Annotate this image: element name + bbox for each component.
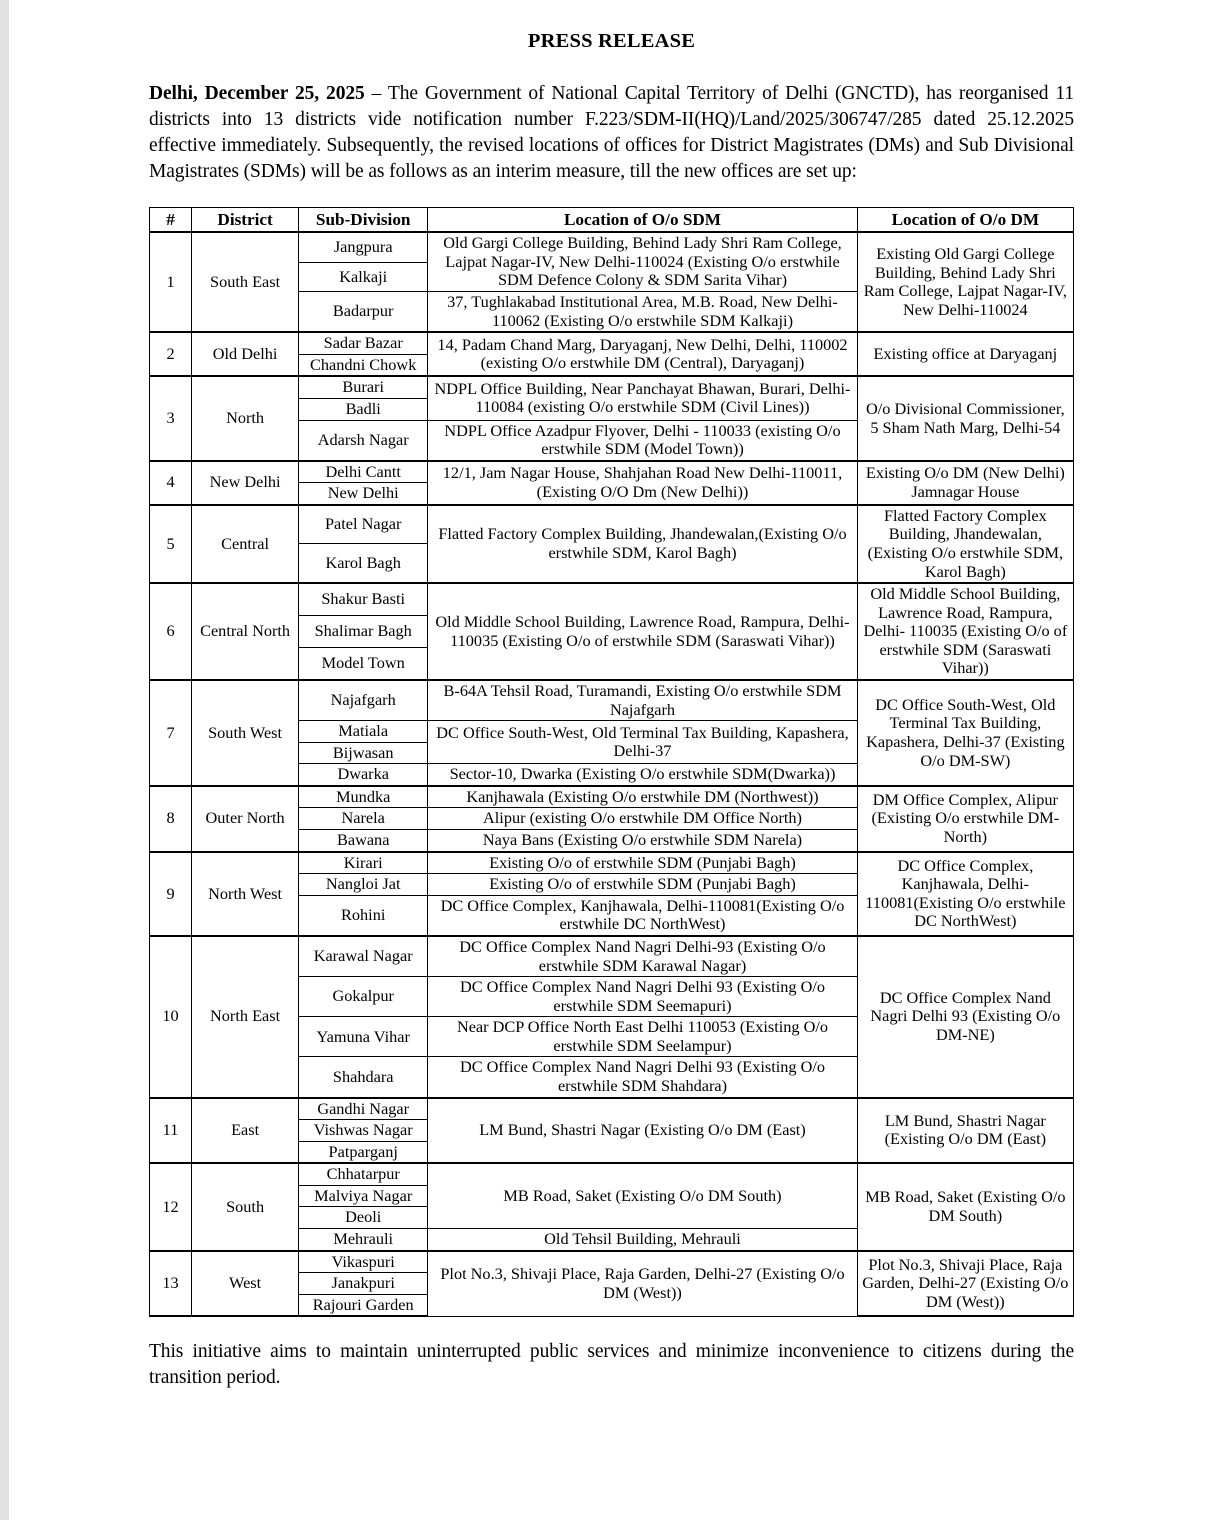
cell-subdivision-name: Vishwas Nagar	[299, 1120, 428, 1142]
cell-sdm-office-location: Sector-10, Dwarka (Existing O/o erstwhile SDM(Dwarka))	[428, 764, 857, 786]
cell-serial-number: 7	[150, 680, 192, 786]
cell-subdivision-name: Matiala	[299, 721, 428, 743]
cell-dm-office-location: Existing office at Daryaganj	[857, 332, 1073, 376]
cell-serial-number: 13	[150, 1251, 192, 1317]
cell-subdivision-name: Adarsh Nagar	[299, 420, 428, 461]
cell-dm-office-location: DC Office South-West, Old Terminal Tax Building, Kapashera, Delhi-37 (Existing O/o DM-SW)	[857, 680, 1073, 786]
column-header-district: District	[192, 207, 299, 232]
cell-subdivision-name: Kirari	[299, 852, 428, 874]
cell-subdivision-name: Rohini	[299, 895, 428, 936]
cell-district-name: South	[192, 1163, 299, 1250]
cell-dm-office-location: MB Road, Saket (Existing O/o DM South)	[857, 1163, 1073, 1250]
column-header-sdm-location: Location of O/o SDM	[428, 207, 857, 232]
table-row	[150, 461, 1074, 483]
cell-subdivision-name: New Delhi	[299, 483, 428, 505]
footer-note: This initiative aims to maintain uninterrupted public services and minimize inconvenience to citizens during the transition period.	[149, 1341, 1074, 1389]
cell-subdivision-name: Gandhi Nagar	[299, 1098, 428, 1120]
cell-sdm-office-location: B-64A Tehsil Road, Turamandi, Existing O/o erstwhile SDM Najafgarh	[428, 680, 857, 721]
cell-subdivision-name: Narela	[299, 808, 428, 830]
cell-subdivision-name: Rajouri Garden	[299, 1294, 428, 1316]
cell-subdivision-name: Malviya Nagar	[299, 1185, 428, 1207]
cell-subdivision-name: Gokalpur	[299, 977, 428, 1017]
cell-subdivision-name: Kalkaji	[299, 262, 428, 291]
cell-sdm-office-location: Naya Bans (Existing O/o erstwhile SDM Narela)	[428, 830, 857, 852]
table-row	[150, 1251, 1074, 1273]
column-header-dm-location: Location of O/o DM	[857, 207, 1073, 232]
cell-district-name: South East	[192, 232, 299, 332]
table-row	[150, 1163, 1074, 1185]
cell-sdm-office-location: Alipur (existing O/o erstwhile DM Office North)	[428, 808, 857, 830]
cell-sdm-office-location: Kanjhawala (Existing O/o erstwhile DM (Northwest))	[428, 786, 857, 808]
cell-sdm-office-location: DC Office Complex Nand Nagri Delhi-93 (Existing O/o erstwhile SDM Karawal Nagar)	[428, 936, 857, 977]
cell-district-name: North West	[192, 852, 299, 936]
lead-paragraph	[149, 81, 1074, 185]
cell-subdivision-name: Bawana	[299, 830, 428, 852]
cell-district-name: New Delhi	[192, 461, 299, 505]
table-row	[150, 583, 1074, 616]
cell-serial-number: 12	[150, 1163, 192, 1250]
table-row	[150, 786, 1074, 808]
cell-dm-office-location: DM Office Complex, Alipur (Existing O/o erstwhile DM-North)	[857, 786, 1073, 852]
cell-serial-number: 10	[150, 936, 192, 1098]
cell-subdivision-name: Shalimar Bagh	[299, 616, 428, 648]
cell-sdm-office-location: DC Office South-West, Old Terminal Tax Building, Kapashera, Delhi-37	[428, 721, 857, 764]
cell-subdivision-name: Nangloi Jat	[299, 874, 428, 896]
cell-subdivision-name: Chandni Chowk	[299, 354, 428, 376]
cell-subdivision-name: Jangpura	[299, 232, 428, 262]
cell-subdivision-name: Badli	[299, 398, 428, 420]
table-row	[150, 232, 1074, 262]
cell-serial-number: 4	[150, 461, 192, 505]
cell-serial-number: 11	[150, 1098, 192, 1164]
cell-subdivision-name: Karawal Nagar	[299, 936, 428, 977]
cell-serial-number: 8	[150, 786, 192, 852]
cell-dm-office-location: Old Middle School Building, Lawrence Road, Rampura, Delhi- 110035 (Existing O/o of erstwhile SDM (Saraswati Vihar))	[857, 583, 1073, 680]
cell-sdm-office-location: 37, Tughlakabad Institutional Area, M.B. Road, New Delhi-110062 (Existing O/o erstwhile SDM Kalkaji)	[428, 292, 857, 333]
cell-subdivision-name: Chhatarpur	[299, 1163, 428, 1185]
cell-sdm-office-location: Flatted Factory Complex Building, Jhandewalan,(Existing O/o erstwhile SDM, Karol Bagh)	[428, 505, 857, 583]
cell-subdivision-name: Bijwasan	[299, 742, 428, 764]
table-row	[150, 680, 1074, 721]
dateline: Delhi, December 25, 2025	[149, 83, 365, 104]
cell-sdm-office-location: Existing O/o of erstwhile SDM (Punjabi Bagh)	[428, 852, 857, 874]
cell-subdivision-name: Burari	[299, 376, 428, 398]
cell-sdm-office-location: MB Road, Saket (Existing O/o DM South)	[428, 1163, 857, 1228]
district-office-table	[149, 207, 1074, 1318]
cell-serial-number: 5	[150, 505, 192, 583]
cell-district-name: North	[192, 376, 299, 460]
cell-district-name: North East	[192, 936, 299, 1098]
cell-district-name: Central North	[192, 583, 299, 680]
table-header	[150, 207, 1074, 232]
document-content	[149, 30, 1074, 1391]
cell-district-name: Outer North	[192, 786, 299, 852]
table-row	[150, 852, 1074, 874]
cell-subdivision-name: Yamuna Vihar	[299, 1017, 428, 1057]
cell-sdm-office-location: 14, Padam Chand Marg, Daryaganj, New Delhi, Delhi, 110002 (existing O/o erstwhile DM (Central), Daryaganj)	[428, 332, 857, 376]
cell-sdm-office-location: Old Tehsil Building, Mehrauli	[428, 1229, 857, 1251]
cell-sdm-office-location: Plot No.3, Shivaji Place, Raja Garden, Delhi-27 (Existing O/o DM (West))	[428, 1251, 857, 1317]
cell-serial-number: 9	[150, 852, 192, 936]
cell-subdivision-name: Shakur Basti	[299, 583, 428, 616]
table-row	[150, 1098, 1074, 1120]
cell-subdivision-name: Mehrauli	[299, 1229, 428, 1251]
cell-dm-office-location: DC Office Complex Nand Nagri Delhi 93 (Existing O/o DM-NE)	[857, 936, 1073, 1098]
column-header-subdivision: Sub-Division	[299, 207, 428, 232]
cell-subdivision-name: Sadar Bazar	[299, 332, 428, 354]
cell-district-name: East	[192, 1098, 299, 1164]
table-row	[150, 332, 1074, 354]
cell-sdm-office-location: Near DCP Office North East Delhi 110053 (Existing O/o erstwhile SDM Seelampur)	[428, 1017, 857, 1057]
cell-dm-office-location: Plot No.3, Shivaji Place, Raja Garden, Delhi-27 (Existing O/o DM (West))	[857, 1251, 1073, 1317]
cell-sdm-office-location: Old Gargi College Building, Behind Lady Shri Ram College, Lajpat Nagar-IV, New Delhi-110024 (Existing O/o erstwhile SDM Defence Colony & SDM Sarita Vihar)	[428, 232, 857, 291]
cell-sdm-office-location: Old Middle School Building, Lawrence Road, Rampura, Delhi- 110035 (Existing O/o of erstwhile SDM (Saraswati Vihar))	[428, 583, 857, 680]
lead-body-text: – The Government of National Capital Territory of Delhi (GNCTD), has reorganised 11 districts into 13 districts vide notification number F.223/SDM-II(HQ)/Land/2025/306747/285 dated 25.12.2025 effective immediately. Subsequently, the revised locations of offices for District Magistrates (DMs) and Sub Divisional Magistrates (SDMs) will be as follows as an interim measure, till the new offices are set up:	[149, 83, 1074, 182]
cell-district-name: Central	[192, 505, 299, 583]
cell-dm-office-location: LM Bund, Shastri Nagar (Existing O/o DM (East)	[857, 1098, 1073, 1164]
cell-subdivision-name: Deoli	[299, 1207, 428, 1229]
page-title: PRESS RELEASE	[527, 30, 696, 52]
cell-subdivision-name: Shahdara	[299, 1057, 428, 1098]
cell-subdivision-name: Patparganj	[299, 1141, 428, 1163]
cell-dm-office-location: O/o Divisional Commissioner, 5 Sham Nath Marg, Delhi-54	[857, 376, 1073, 460]
cell-subdivision-name: Dwarka	[299, 764, 428, 786]
cell-serial-number: 6	[150, 583, 192, 680]
cell-subdivision-name: Janakpuri	[299, 1273, 428, 1295]
cell-sdm-office-location: NDPL Office Azadpur Flyover, Delhi - 110033 (existing O/o erstwhile SDM (Model Town))	[428, 420, 857, 461]
cell-sdm-office-location: 12/1, Jam Nagar House, Shahjahan Road New Delhi-110011, (Existing O/O Dm (New Delhi))	[428, 461, 857, 505]
cell-dm-office-location: Existing Old Gargi College Building, Behind Lady Shri Ram College, Lajpat Nagar-IV, New Delhi-110024	[857, 232, 1073, 332]
cell-subdivision-name: Mundka	[299, 786, 428, 808]
cell-dm-office-location: Flatted Factory Complex Building, Jhandewalan,(Existing O/o erstwhile SDM, Karol Bagh)	[857, 505, 1073, 583]
cell-district-name: South West	[192, 680, 299, 786]
cell-subdivision-name: Delhi Cantt	[299, 461, 428, 483]
table-row	[150, 505, 1074, 544]
column-header-number: #	[150, 207, 192, 232]
table-header-row	[150, 207, 1074, 232]
cell-subdivision-name: Patel Nagar	[299, 505, 428, 544]
cell-serial-number: 1	[150, 232, 192, 332]
cell-subdivision-name: Karol Bagh	[299, 544, 428, 583]
cell-serial-number: 2	[150, 332, 192, 376]
cell-sdm-office-location: Existing O/o of erstwhile SDM (Punjabi Bagh)	[428, 874, 857, 896]
cell-subdivision-name: Badarpur	[299, 292, 428, 333]
cell-sdm-office-location: NDPL Office Building, Near Panchayat Bhawan, Burari, Delhi-110084 (existing O/o erstwhile SDM (Civil Lines))	[428, 376, 857, 420]
table-body	[150, 232, 1074, 1316]
cell-serial-number: 3	[150, 376, 192, 460]
cell-dm-office-location: Existing O/o DM (New Delhi) Jamnagar House	[857, 461, 1073, 505]
cell-sdm-office-location: DC Office Complex Nand Nagri Delhi 93 (Existing O/o erstwhile SDM Seemapuri)	[428, 977, 857, 1017]
page-edge-shadow	[0, 0, 9, 1520]
cell-subdivision-name: Najafgarh	[299, 680, 428, 721]
cell-sdm-office-location: LM Bund, Shastri Nagar (Existing O/o DM (East)	[428, 1098, 857, 1164]
cell-district-name: West	[192, 1251, 299, 1317]
cell-subdivision-name: Vikaspuri	[299, 1251, 428, 1273]
table-row	[150, 376, 1074, 398]
cell-sdm-office-location: DC Office Complex Nand Nagri Delhi 93 (Existing O/o erstwhile SDM Shahdara)	[428, 1057, 857, 1098]
cell-sdm-office-location: DC Office Complex, Kanjhawala, Delhi-110081(Existing O/o erstwhile DC NorthWest)	[428, 895, 857, 936]
cell-district-name: Old Delhi	[192, 332, 299, 376]
cell-subdivision-name: Model Town	[299, 647, 428, 680]
table-row	[150, 936, 1074, 977]
cell-dm-office-location: DC Office Complex, Kanjhawala, Delhi-110081(Existing O/o erstwhile DC NorthWest)	[857, 852, 1073, 936]
